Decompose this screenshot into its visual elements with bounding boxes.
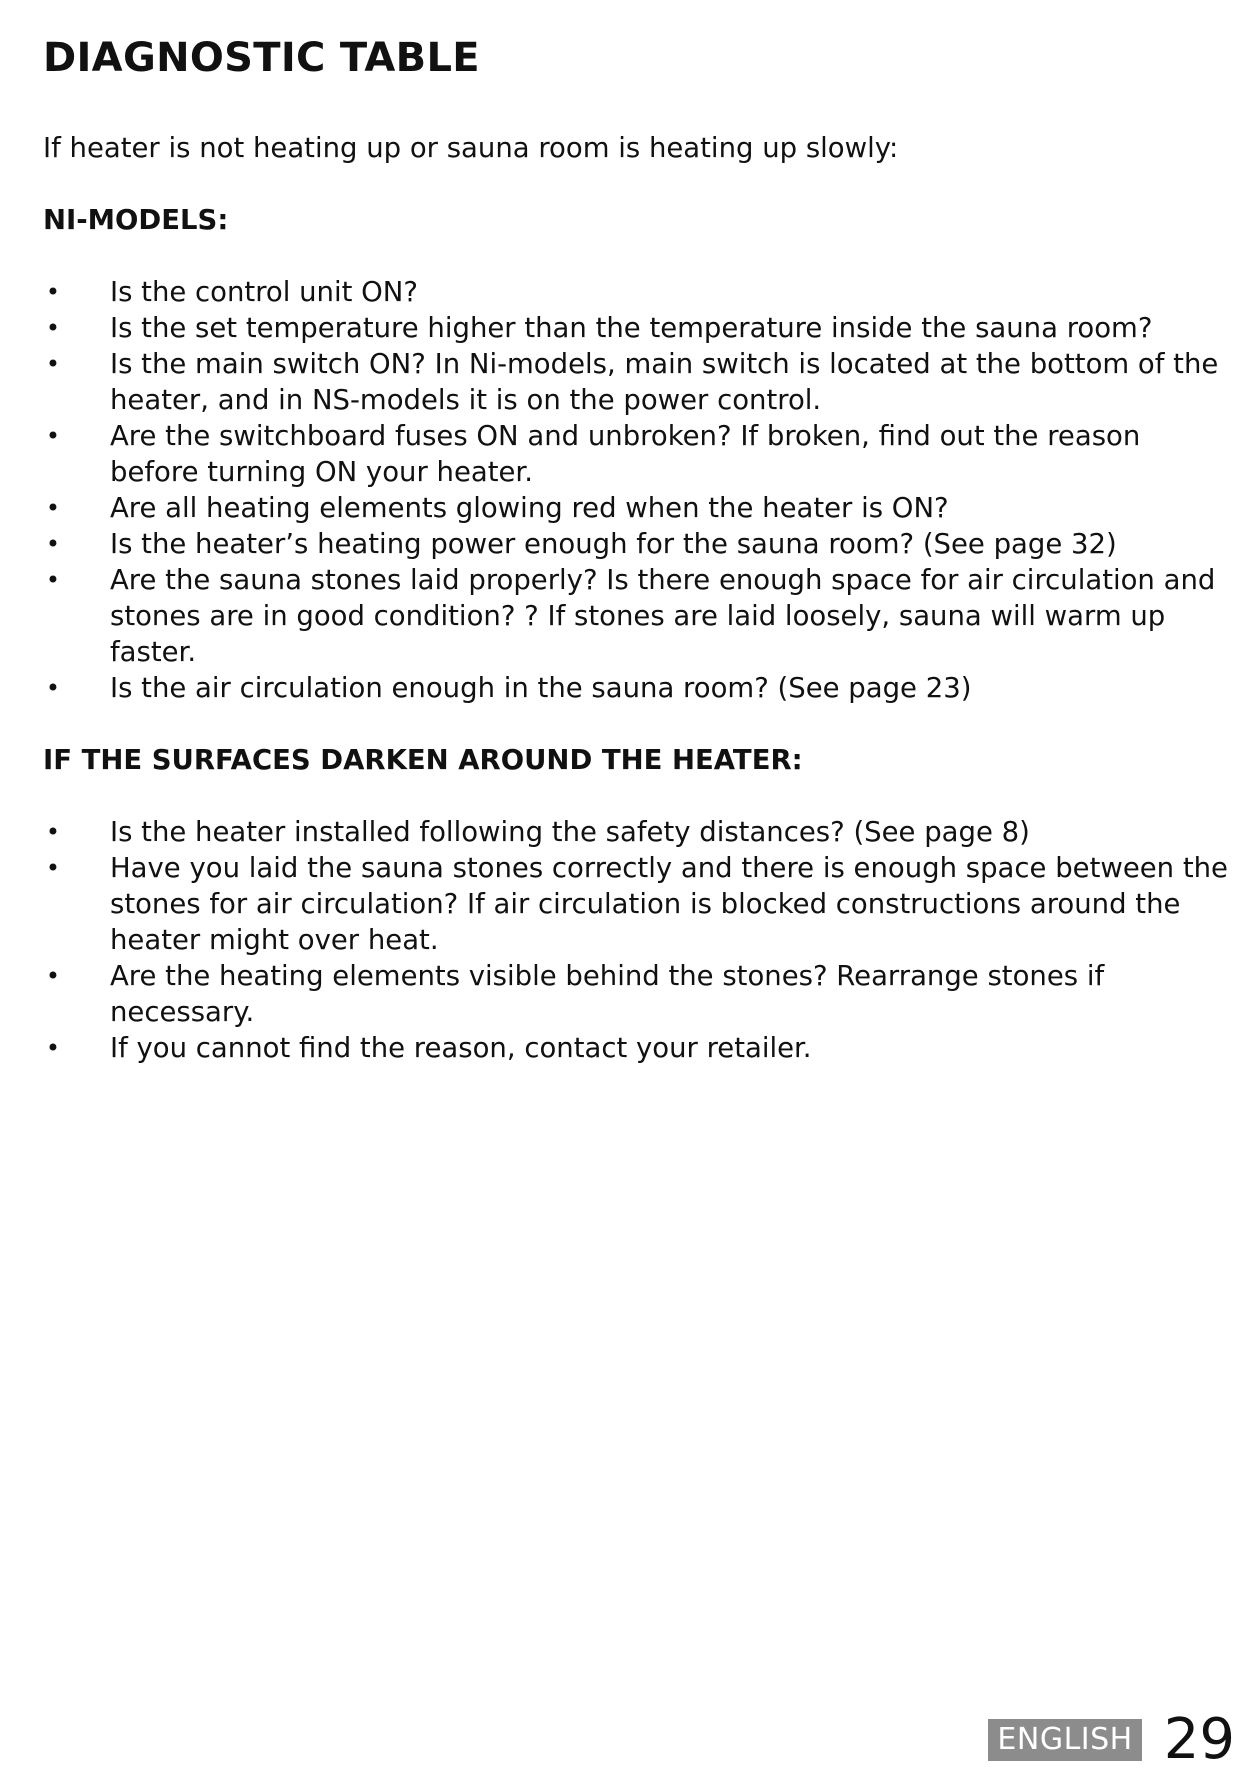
page-title: DIAGNOSTIC TABLE <box>43 35 480 81</box>
list-item-text: Is the main switch ON? In Ni-models, main switch is located at the bottom of the heater, and in NS-models it is on the power control. <box>110 348 1219 416</box>
list-item <box>43 814 1228 850</box>
list-item <box>43 850 1228 958</box>
section-heading-surfaces-darken: IF THE SURFACES DARKEN AROUND THE HEATER: <box>43 744 803 776</box>
list-item-text: Is the heater installed following the safety distances? (See page 8) <box>110 816 1030 848</box>
list-item-text: Is the heater’s heating power enough for the sauna room? (See page 32) <box>110 528 1117 560</box>
list-item-text: Are the switchboard fuses ON and unbroken? If broken, find out the reason before turning ON your heater. <box>110 420 1141 488</box>
bullet-icon: • <box>45 818 61 846</box>
bullet-icon: • <box>45 962 61 990</box>
list-item-text: Is the air circulation enough in the sauna room? (See page 23) <box>110 672 972 704</box>
list-item-text: Is the set temperature higher than the temperature inside the sauna room? <box>110 312 1153 344</box>
bullet-icon: • <box>45 674 61 702</box>
list-item <box>43 670 1228 706</box>
list-item <box>43 346 1228 418</box>
bullet-icon: • <box>45 350 61 378</box>
list-item-text: Are the sauna stones laid properly? Is there enough space for air circulation and stones are in good condition? ? If stones are laid loosely, sauna will warm up faster. <box>110 564 1216 668</box>
bullet-icon: • <box>45 530 61 558</box>
bullet-icon: • <box>45 422 61 450</box>
list-item <box>43 274 1228 310</box>
list-item-text: Have you laid the sauna stones correctly and there is enough space between the stones for air circulation? If air circulation is blocked constructions around the heater might over heat. <box>110 852 1228 956</box>
ni-models-checklist <box>43 274 1228 706</box>
document-page <box>43 30 1228 1066</box>
bullet-icon: • <box>45 566 61 594</box>
list-item-text: Are all heating elements glowing red when the heater is ON? <box>110 492 949 524</box>
list-item <box>43 526 1228 562</box>
list-item-text: Are the heating elements visible behind the stones? Rearrange stones if necessary. <box>110 960 1105 1028</box>
page-number: 29 <box>1163 1707 1235 1772</box>
intro-text: If heater is not heating up or sauna room is heating up slowly: <box>43 132 899 164</box>
language-badge: ENGLISH <box>988 1719 1141 1761</box>
surfaces-darken-checklist <box>43 814 1228 1066</box>
list-item <box>43 310 1228 346</box>
list-item-text: If you cannot find the reason, contact your retailer. <box>110 1032 812 1064</box>
list-item <box>43 490 1228 526</box>
page-footer <box>988 1707 1235 1772</box>
section-heading-ni-models: NI-MODELS: <box>43 204 229 236</box>
bullet-icon: • <box>45 314 61 342</box>
bullet-icon: • <box>45 854 61 882</box>
bullet-icon: • <box>45 278 61 306</box>
list-item <box>43 958 1228 1030</box>
bullet-icon: • <box>45 1034 61 1062</box>
list-item <box>43 1030 1228 1066</box>
list-item <box>43 418 1228 490</box>
bullet-icon: • <box>45 494 61 522</box>
list-item-text: Is the control unit ON? <box>110 276 418 308</box>
list-item <box>43 562 1228 670</box>
